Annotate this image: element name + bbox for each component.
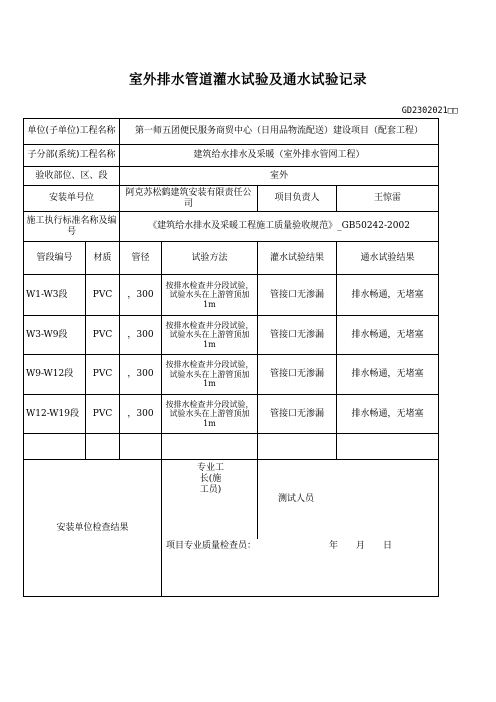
date-label: 年 月 日 — [329, 540, 393, 551]
empty-cell — [162, 434, 258, 460]
empty-cell — [24, 434, 86, 460]
manager-value: 王惊雷 — [337, 186, 439, 212]
flow-result-cell: 排水畅通，无堵塞 — [337, 395, 439, 434]
fill-result-cell: 管接口无渗漏 — [258, 275, 337, 316]
foreman-label-line-2: 长(施 — [199, 474, 222, 484]
standard-label: 施工执行标准名称及编号 — [24, 212, 120, 242]
sub-project-value: 建筑给水排水及采暖（室外排水管网工程） — [120, 145, 439, 167]
installer-value: 阿克苏松鹤建筑安装有限责任公司 — [120, 186, 258, 212]
flow-result-cell: 排水畅通，无堵塞 — [337, 316, 439, 355]
table-row — [24, 395, 439, 434]
tester-label: 测试人员 — [258, 460, 439, 539]
fill-result-cell: 管接口无渗漏 — [258, 395, 337, 434]
col-diameter-header: 管径 — [120, 242, 162, 275]
fill-result-cell: 管接口无渗漏 — [258, 355, 337, 395]
unit-project-row — [24, 119, 439, 145]
method-cell: 按排水检查井分段试验，试验水头在上游管顶加1m — [162, 275, 258, 316]
location-row — [24, 167, 439, 186]
standard-row — [24, 212, 439, 242]
table-row — [24, 316, 439, 355]
empty-cell — [337, 434, 439, 460]
sub-project-row — [24, 145, 439, 167]
material-cell: PVC — [86, 275, 120, 316]
installer-label: 安装单号位 — [24, 186, 120, 212]
form-code: GD2302021□□ — [401, 106, 458, 116]
standard-value: 《建筑给水排水及采暖工程施工质量验收规范》_GB50242-2002 — [120, 212, 439, 242]
foreman-label-line-1: 专业工 — [196, 463, 224, 473]
installer-row — [24, 186, 439, 212]
column-header-row — [24, 242, 439, 275]
table-row-empty — [24, 434, 439, 460]
inspector-cell — [162, 539, 439, 597]
col-method-header: 试验方法 — [162, 242, 258, 275]
inspector-label: 项目专业质量检查员： — [166, 540, 257, 551]
material-cell: PVC — [86, 355, 120, 395]
inspection-result-label: 安装单位检查结果 — [24, 460, 162, 597]
method-cell: 按排水检查井分段试验，试验水头在上游管顶加1m — [162, 316, 258, 355]
location-value: 室外 — [120, 167, 439, 186]
unit-project-value: 第一师五团便民服务商贸中心（日用品物流配送）建设项目（配套工程） — [120, 119, 439, 145]
segment-cell: W3-W9段 — [24, 316, 86, 355]
unit-project-label: 单位(子单位)工程名称 — [24, 119, 120, 145]
method-cell: 按排水检查井分段试验，试验水头在上游管顶加1m — [162, 395, 258, 434]
location-label: 验收部位、区、段 — [24, 167, 120, 186]
flow-result-cell: 排水畅通，无堵塞 — [337, 355, 439, 395]
col-flow-result-header: 通水试验结果 — [337, 242, 439, 275]
col-segment-header: 管段编号 — [24, 242, 86, 275]
foreman-label — [162, 460, 258, 539]
material-cell: PVC — [86, 316, 120, 355]
foreman-label-line-3: 工员) — [199, 485, 222, 495]
manager-label: 项目负责人 — [258, 186, 337, 212]
col-material-header: 材质 — [86, 242, 120, 275]
flow-result-cell: 排水畅通，无堵塞 — [337, 275, 439, 316]
segment-cell: W12-W19段 — [24, 395, 86, 434]
record-table — [23, 118, 439, 597]
segment-cell: W9-W12段 — [24, 355, 86, 395]
empty-cell — [120, 434, 162, 460]
diameter-cell: ，300 — [120, 316, 162, 355]
table-row — [24, 275, 439, 316]
sub-project-label: 子分部(系统)工程名称 — [24, 145, 120, 167]
method-cell: 按排水检查井分段试验，试验水头在上游管顶加1m — [162, 355, 258, 395]
col-fill-result-header: 灌水试验结果 — [258, 242, 337, 275]
material-cell: PVC — [86, 395, 120, 434]
diameter-cell: ，300 — [120, 275, 162, 316]
signature-row — [24, 460, 439, 539]
diameter-cell: ，300 — [120, 355, 162, 395]
table-row — [24, 355, 439, 395]
segment-cell: W1-W3段 — [24, 275, 86, 316]
diameter-cell: ，300 — [120, 395, 162, 434]
empty-cell — [86, 434, 120, 460]
empty-cell — [258, 434, 337, 460]
page-title: 室外排水管道灌水试验及通水试验记录 — [129, 72, 367, 88]
fill-result-cell: 管接口无渗漏 — [258, 316, 337, 355]
